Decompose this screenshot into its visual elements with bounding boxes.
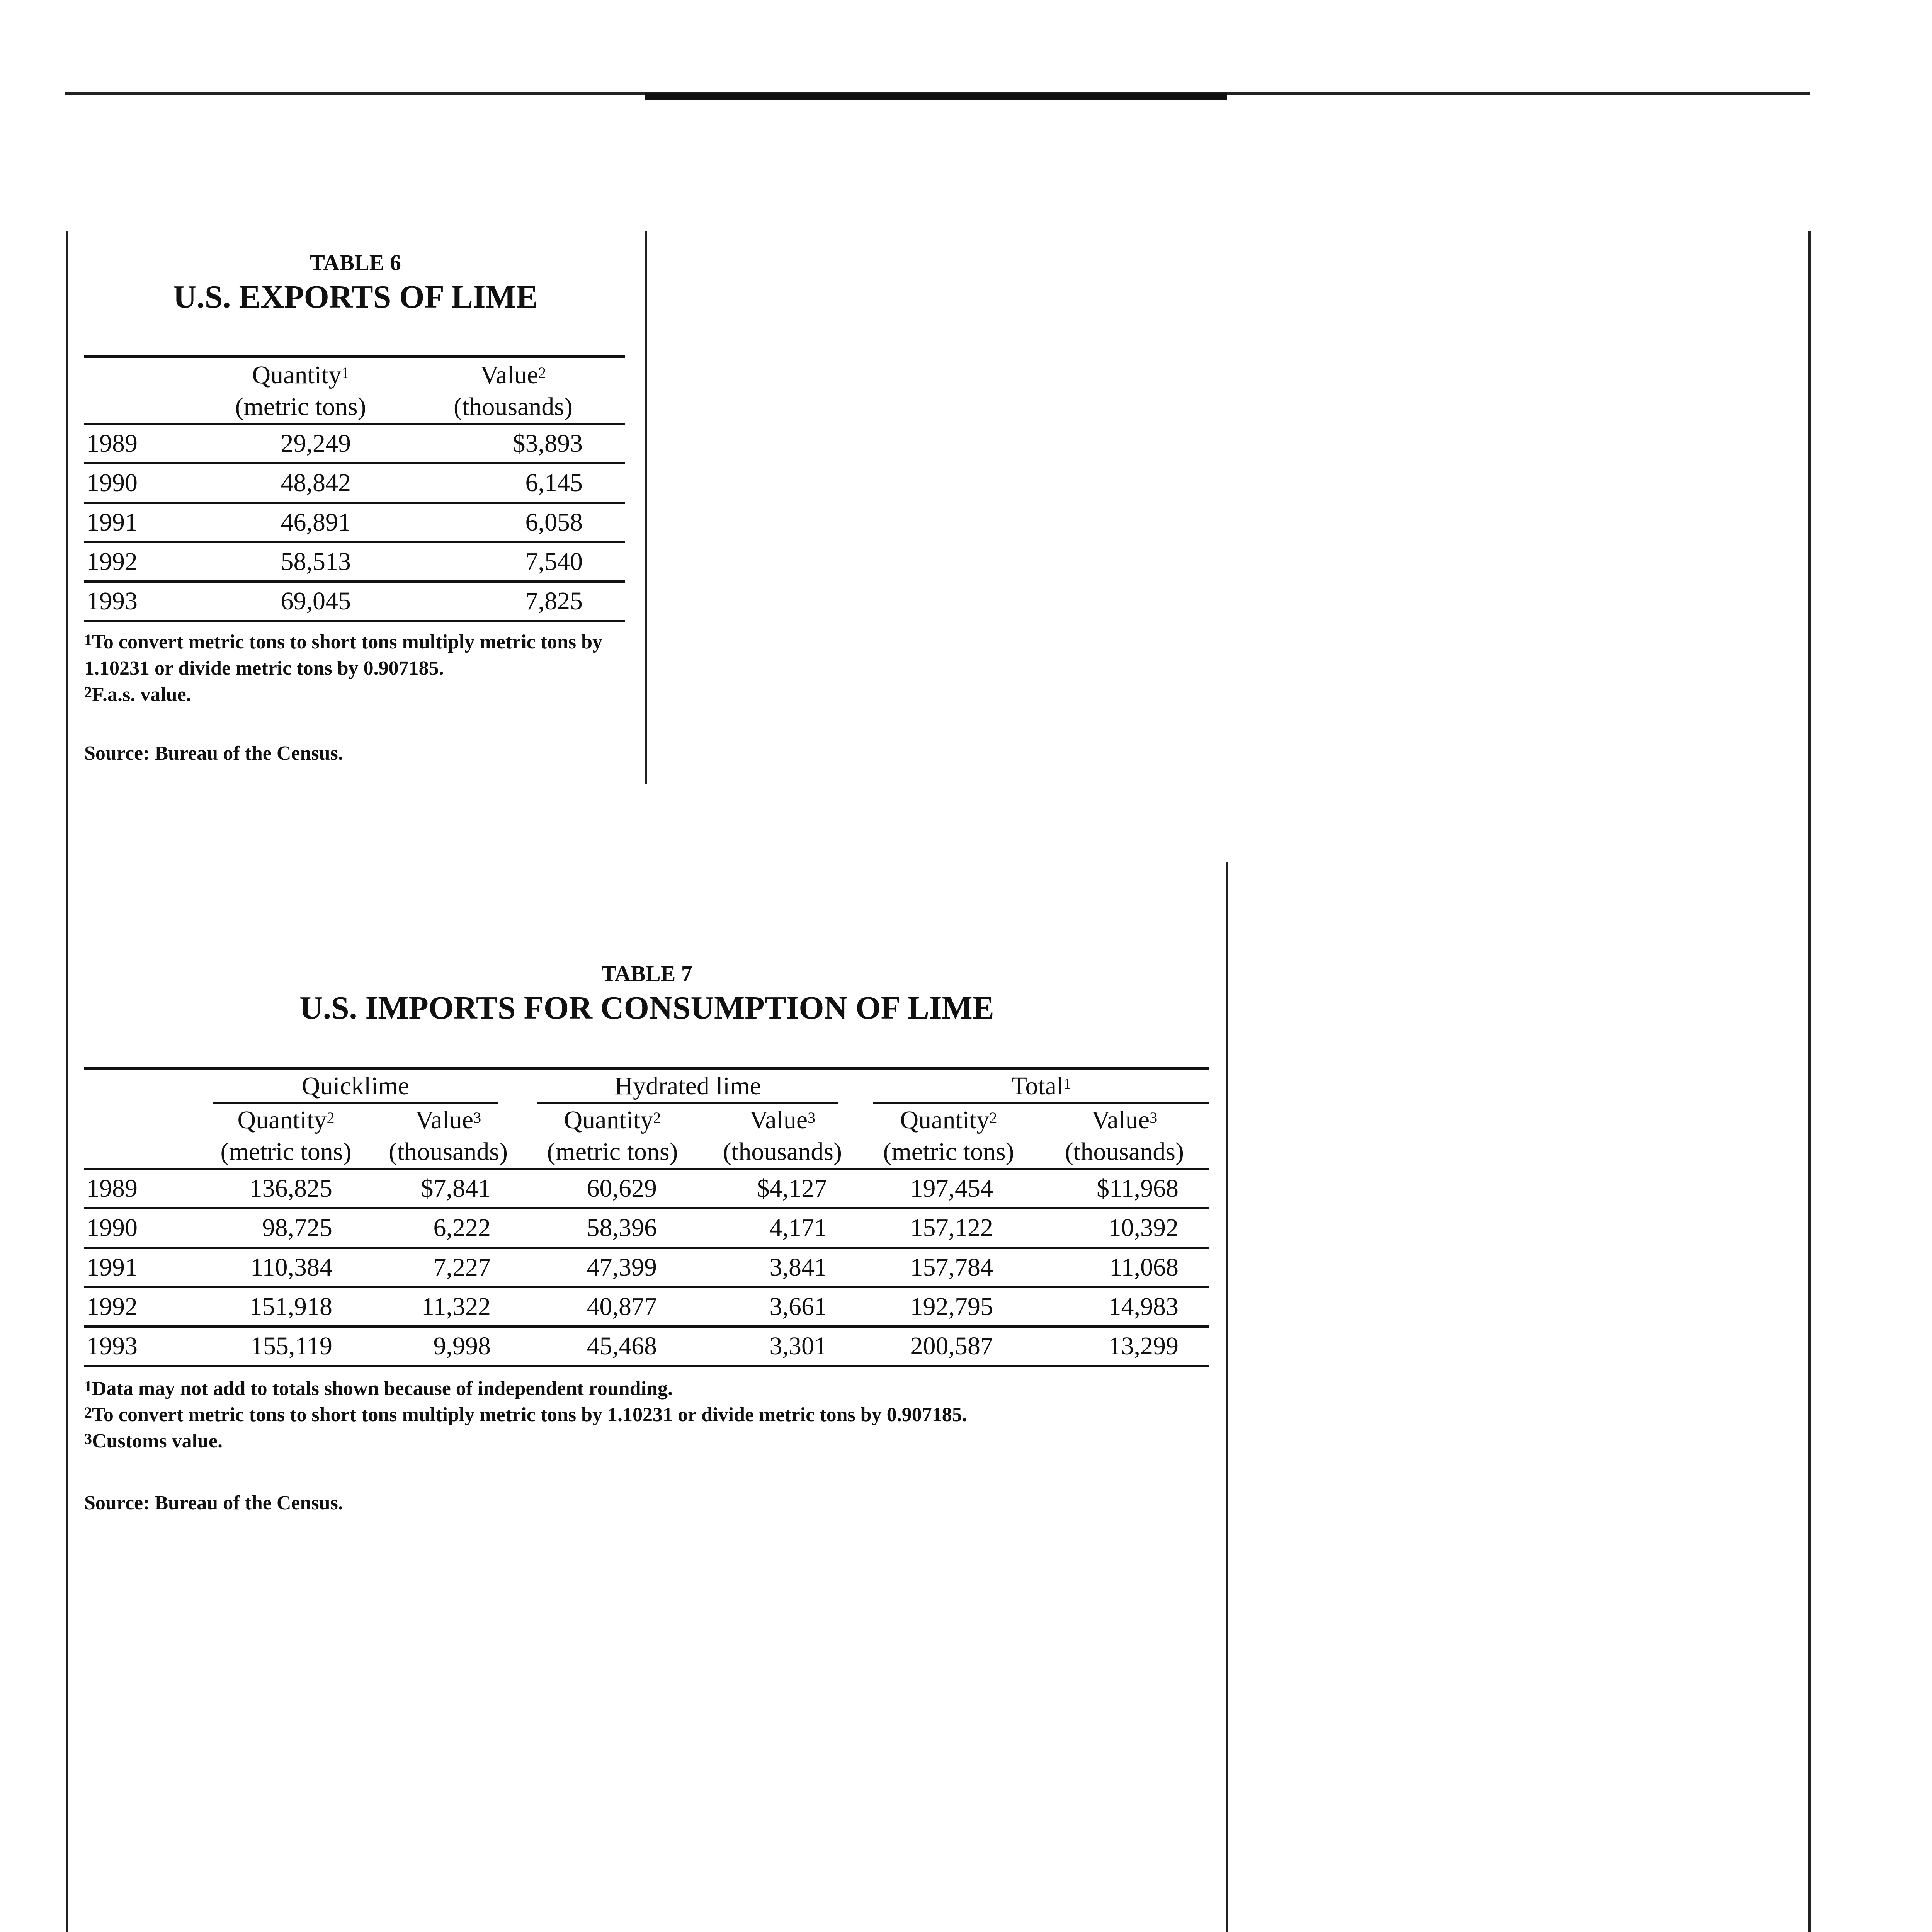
- table-row: [84, 582, 625, 621]
- table7-hydrated-val: 3,661: [707, 1287, 858, 1327]
- table-row: [84, 424, 625, 463]
- table6-col-quantity: Quantity$^1$: [252, 361, 349, 389]
- table7-title: U.S. IMPORTS FOR CONSUMPTION OF LIME: [299, 990, 994, 1026]
- table6-year: 1993: [84, 582, 200, 621]
- table7-total-val: 14,983: [1039, 1287, 1209, 1327]
- table7-col-quantity: Quantity$^2$: [900, 1106, 997, 1134]
- table7-quicklime-val: 7,227: [379, 1248, 518, 1287]
- table7-caption: TABLE 7: [601, 961, 692, 986]
- table6-year: 1991: [84, 503, 200, 542]
- table7-year: 1991: [84, 1248, 193, 1287]
- table7-col-row: [84, 1104, 1209, 1136]
- table6-col-value: Value$^2$: [480, 361, 546, 389]
- table6-value: $3,893: [401, 424, 625, 463]
- table7-unit-value: (thousands): [379, 1136, 518, 1169]
- table7-quicklime-val: 11,322: [379, 1287, 518, 1327]
- table-row: [84, 503, 625, 542]
- table6-source: Source: Bureau of the Census.: [84, 742, 343, 764]
- table7-year: 1992: [84, 1287, 193, 1327]
- table6-quantity: 69,045: [200, 582, 401, 621]
- table6-right-rule: [645, 231, 647, 784]
- table7-quicklime-val: 6,222: [379, 1208, 518, 1248]
- table6-units-row: [84, 391, 625, 424]
- table7-unit-quantity: (metric tons): [858, 1136, 1039, 1169]
- table6-quantity: 58,513: [200, 542, 401, 582]
- top-rule-thick: [645, 93, 1227, 100]
- table6-footnote-2: $^2$F.a.s. value.: [84, 684, 191, 706]
- table7-year: 1993: [84, 1327, 193, 1366]
- table6-header-row: [84, 359, 625, 391]
- table7-units-row: [84, 1136, 1209, 1169]
- table6: [84, 359, 625, 622]
- table7-unit-quantity: (metric tons): [518, 1136, 707, 1169]
- table7-hydrated-qty: 40,877: [518, 1287, 707, 1327]
- table6-footnote-1: $^1$To convert metric tons to short tons multiply metric tons by 1.10231 or divide metric tons by 0.907185.: [84, 631, 603, 679]
- table7-source: Source: Bureau of the Census.: [84, 1492, 343, 1514]
- table7-total-val: 11,068: [1039, 1248, 1209, 1287]
- table7-total-qty: 192,795: [858, 1287, 1039, 1327]
- table6-year: 1990: [84, 463, 200, 503]
- table7-hydrated-qty: 47,399: [518, 1248, 707, 1287]
- table7: [84, 1070, 1209, 1367]
- table7-top-rule: [84, 1067, 1209, 1070]
- table7-unit-quantity: (metric tons): [193, 1136, 379, 1169]
- table7-hydrated-val: 3,841: [707, 1248, 858, 1287]
- table7-total-qty: 197,454: [858, 1169, 1039, 1208]
- table6-quantity: 46,891: [200, 503, 401, 542]
- table-row: [84, 1169, 1209, 1208]
- table6-value: 7,825: [401, 582, 625, 621]
- table7-group-total: Total$^1$: [858, 1070, 1209, 1104]
- table7-quicklime-qty: 155,119: [193, 1327, 379, 1366]
- table6-unit-quantity: (metric tons): [200, 391, 401, 424]
- table7-col-value: Value$^3$: [749, 1106, 816, 1134]
- table7-group-hydrated: Hydrated lime: [518, 1070, 858, 1104]
- table6-value: 6,058: [401, 503, 625, 542]
- table7-col-value: Value$^3$: [415, 1106, 481, 1134]
- table7-hydrated-val: 4,171: [707, 1208, 858, 1248]
- table7-col-quantity: Quantity$^2$: [564, 1106, 661, 1134]
- table7-total-qty: 200,587: [858, 1327, 1039, 1366]
- table7-footnote-2: $^2$To convert metric tons to short tons multiply metric tons by 1.10231 or divide metric tons by 0.907185.: [84, 1404, 967, 1426]
- table7-quicklime-qty: 110,384: [193, 1248, 379, 1287]
- table7-year: 1989: [84, 1169, 193, 1208]
- table7-total-val: $11,968: [1039, 1169, 1209, 1208]
- table7-total-val: 10,392: [1039, 1208, 1209, 1248]
- table6-value: 6,145: [401, 463, 625, 503]
- table-row: [84, 463, 625, 503]
- table7-hydrated-qty: 45,468: [518, 1327, 707, 1366]
- table6-quantity: 29,249: [200, 424, 401, 463]
- table7-quicklime-val: 9,998: [379, 1327, 518, 1366]
- table7-hydrated-val: 3,301: [707, 1327, 858, 1366]
- table-row: [84, 1287, 1209, 1327]
- table7-unit-value: (thousands): [707, 1136, 858, 1169]
- left-column-rule: [66, 231, 68, 1932]
- table7-footnote-1: $^1$Data may not add to totals shown because of independent rounding.: [84, 1378, 673, 1400]
- table7-hydrated-val: $4,127: [707, 1169, 858, 1208]
- table6-unit-value: (thousands): [401, 391, 625, 424]
- table6-value: 7,540: [401, 542, 625, 582]
- table7-quicklime-qty: 136,825: [193, 1169, 379, 1208]
- table7-unit-value: (thousands): [1039, 1136, 1209, 1169]
- table6-top-rule: [84, 355, 625, 358]
- table-row: [84, 1248, 1209, 1287]
- table7-group-quicklime: Quicklime: [193, 1070, 518, 1104]
- table6-caption: TABLE 6: [310, 250, 401, 275]
- table7-quicklime-qty: 98,725: [193, 1208, 379, 1248]
- table7-hydrated-qty: 60,629: [518, 1169, 707, 1208]
- middle-column-rule: [1226, 862, 1228, 1932]
- right-column-rule: [1808, 231, 1811, 1932]
- table6-footnotes: [84, 629, 629, 708]
- table-row: [84, 1208, 1209, 1248]
- table7-total-qty: 157,784: [858, 1248, 1039, 1287]
- table6-title: U.S. EXPORTS OF LIME: [173, 279, 538, 315]
- table-row: [84, 1327, 1209, 1366]
- table7-quicklime-qty: 151,918: [193, 1287, 379, 1327]
- table7-total-qty: 157,122: [858, 1208, 1039, 1248]
- table7-footnote-3: $^3$Customs value.: [84, 1430, 223, 1452]
- table7-col-value: Value$^3$: [1091, 1106, 1158, 1134]
- table6-quantity: 48,842: [200, 463, 401, 503]
- table7-hydrated-qty: 58,396: [518, 1208, 707, 1248]
- table7-col-quantity: Quantity$^2$: [237, 1106, 335, 1134]
- table7-quicklime-val: $7,841: [379, 1169, 518, 1208]
- table7-year: 1990: [84, 1208, 193, 1248]
- table-row: [84, 542, 625, 582]
- table7-footnotes: [84, 1376, 1209, 1454]
- table7-group-row: [84, 1070, 1209, 1104]
- table7-total-val: 13,299: [1039, 1327, 1209, 1366]
- table6-year: 1992: [84, 542, 200, 582]
- table6-year: 1989: [84, 424, 200, 463]
